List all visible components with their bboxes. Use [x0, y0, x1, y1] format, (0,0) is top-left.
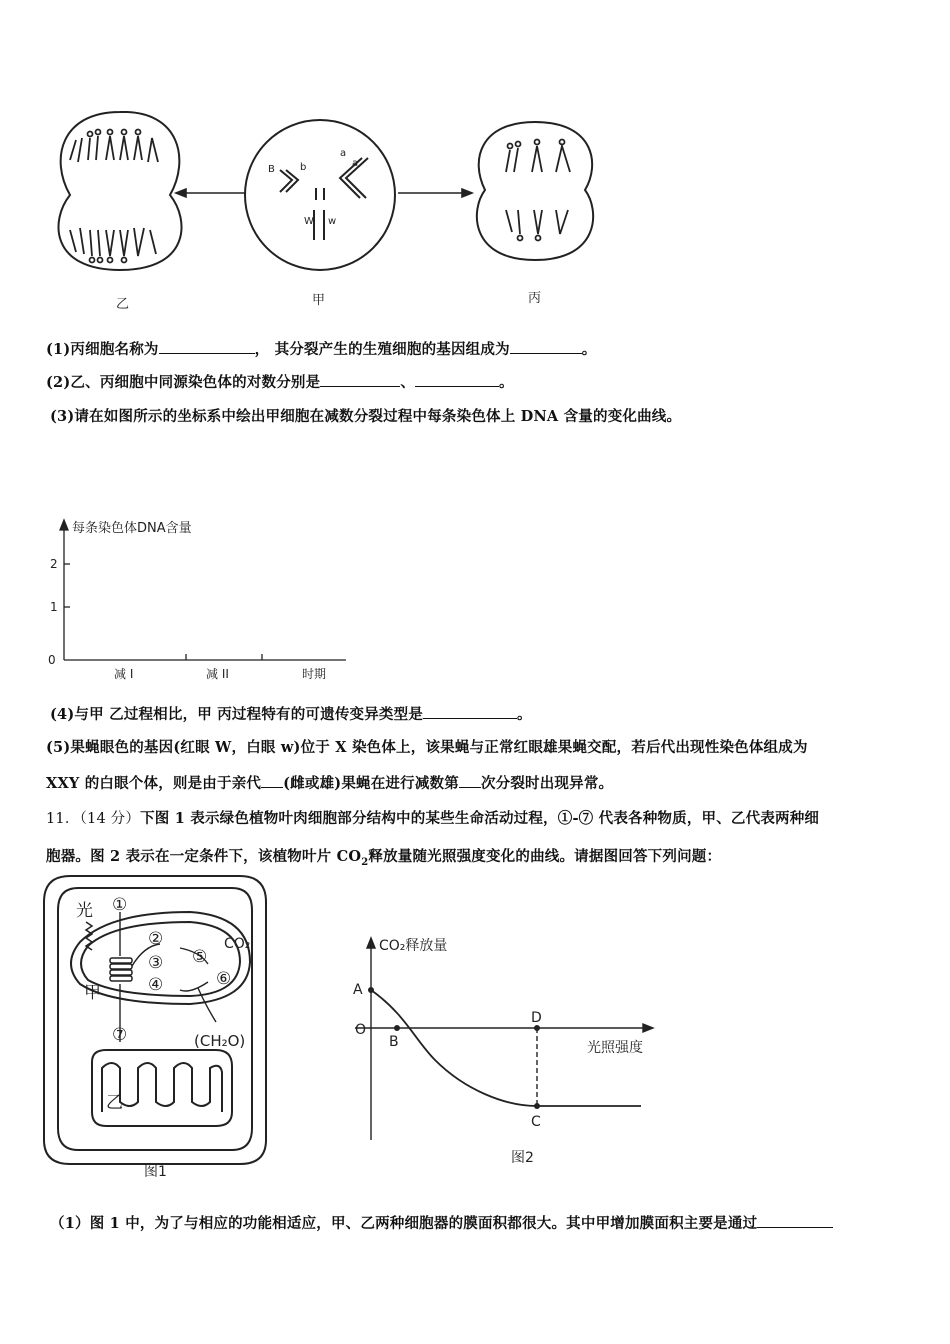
q1-end: 。 [581, 341, 597, 358]
q5-text-a: XXY 的白眼个体，则是由于亲代 [46, 775, 262, 792]
label-a: A [353, 982, 363, 998]
q2-text-b: 、 [400, 374, 416, 391]
label-c: C [531, 1114, 541, 1130]
fig1-num-1: ① [112, 895, 128, 915]
fig1-num-6: ⑥ [216, 969, 232, 989]
q3-dna: DNA [520, 408, 559, 425]
q5-text-c: 次分裂时出现异常。 [480, 775, 614, 792]
allele-a-2: a [352, 158, 359, 169]
q2-blank-2[interactable] [415, 372, 499, 387]
question-11-line1 [46, 807, 819, 828]
cell-yi-outline [58, 112, 181, 270]
point-b [394, 1025, 400, 1031]
q4-number: (4) [50, 706, 75, 723]
q11-score: （14 分） [79, 811, 141, 827]
q3-number: (3) [50, 408, 75, 425]
allele-b: b [300, 162, 307, 173]
dna-xtick-period: 时期 [302, 667, 327, 681]
point-c [534, 1103, 540, 1109]
label-o: O [355, 1022, 367, 1038]
label-yi: 乙 [116, 297, 130, 312]
fig2-ylabel: CO₂释放量 [379, 938, 448, 954]
fig2-caption: 图2 [511, 1150, 534, 1166]
dna-ytick-0: 0 [48, 653, 56, 667]
q5-number: (5) [46, 739, 71, 756]
q11-text-b: 释放量随光照强度变化的曲线。请据图回答下列问题： [368, 848, 722, 865]
q1-blank-2[interactable] [510, 339, 582, 354]
q11-number: 11． [46, 811, 80, 827]
question-5-line2 [46, 772, 613, 793]
label-jia: 甲 [312, 293, 326, 308]
cell-jia-outline [245, 120, 395, 270]
fig2-xlabel: 光照强度 [587, 1040, 643, 1056]
label-bing: 丙 [528, 291, 542, 306]
fig1-ch2o: (CH₂O) [194, 1032, 246, 1050]
q11-1-number: （1） [50, 1215, 90, 1232]
fig1-caption: 图1 [144, 1164, 167, 1180]
fig1-yi: 乙 [106, 1093, 123, 1113]
fig1-jia: 甲 [84, 983, 101, 1003]
q1-number: (1) [46, 341, 71, 358]
question-5-line1 [46, 736, 808, 757]
q3-text-a: 请在如图所示的坐标系中绘出甲细胞在减数分裂过程中每条染色体上 [74, 408, 521, 425]
dna-coordinate-chart[interactable] [40, 512, 360, 682]
q11-co2-sub: 2 [361, 856, 369, 868]
q4-text: 与甲 乙过程相比，甲 丙过程特有的可遗传变异类型是 [74, 706, 424, 723]
fig1-num-7: ⑦ [112, 1025, 128, 1045]
q1-blank-1[interactable] [159, 339, 255, 354]
fig1-num-4: ④ [148, 975, 164, 995]
q2-text-a: 乙、丙细胞中同源染色体的对数分别是 [70, 374, 321, 391]
q5-blank-2[interactable] [459, 773, 481, 788]
label-d: D [531, 1010, 542, 1026]
allele-W: W [304, 216, 314, 227]
fig1-num-3: ③ [148, 953, 164, 973]
question-3 [50, 405, 681, 426]
q11-text-a: 胞器。图 2 表示在一定条件下，该植物叶片 CO [46, 848, 362, 865]
question-2 [46, 371, 514, 392]
q4-end: 。 [517, 706, 532, 723]
q2-end: 。 [499, 374, 514, 391]
dna-chart-ylabel: 每条染色体DNA含量 [72, 521, 192, 536]
q2-number: (2) [46, 374, 71, 391]
dna-ytick-1: 1 [50, 600, 58, 614]
allele-w: w [328, 216, 337, 227]
fig1-num-2: ② [148, 929, 164, 949]
q5-text-b: (雌或雄)果蝇在进行减数第 [283, 775, 459, 792]
q11-1-text: 图 1 中，为了与相应的功能相适应，甲、乙两种细胞器的膜面积都很大。其中甲增加膜面积主要是通过 [89, 1215, 758, 1232]
question-11-1 [50, 1212, 833, 1233]
q5-blank-1[interactable] [261, 773, 283, 788]
allele-B: B [268, 164, 275, 175]
q1-text-a: 丙细胞名称为 [70, 341, 159, 358]
label-b: B [389, 1034, 399, 1050]
figure-1-cell [40, 872, 280, 1182]
question-1 [46, 338, 596, 359]
q5-text-line1: 果蝇眼色的基因(红眼 W，白眼 w)位于 X 染色体上，该果蝇与正常红眼雄果蝇交配，若后代出现性染色体组成为 [70, 739, 808, 756]
dna-ytick-2: 2 [50, 557, 58, 571]
meiosis-cells-figure [40, 100, 620, 320]
q11-text-line1: 下图 1 表示绿色植物叶肉细胞部分结构中的某些生命活动过程，①-⑦ 代表各种物质，甲、乙代表两种细 [140, 810, 820, 827]
point-a [368, 987, 374, 993]
fig1-num-5: ⑤ [192, 947, 208, 967]
q1-text-b: ， 其分裂产生的生殖细胞的基因组成为 [254, 341, 510, 358]
fig1-light: 光 [76, 901, 93, 921]
figure-2-co2-chart [345, 930, 665, 1170]
question-11-line2 [46, 845, 721, 868]
q11-1-blank[interactable] [757, 1213, 833, 1228]
q4-blank[interactable] [423, 704, 517, 719]
question-4 [50, 703, 532, 724]
dna-xtick-meiosis-1: 减 I [114, 667, 134, 681]
allele-a-1: a [340, 148, 347, 159]
q3-text-b: 含量的变化曲线。 [558, 408, 682, 425]
dna-xtick-meiosis-2: 减 II [206, 667, 229, 681]
fig1-co2: CO₂ [224, 936, 251, 952]
q2-blank-1[interactable] [320, 372, 400, 387]
